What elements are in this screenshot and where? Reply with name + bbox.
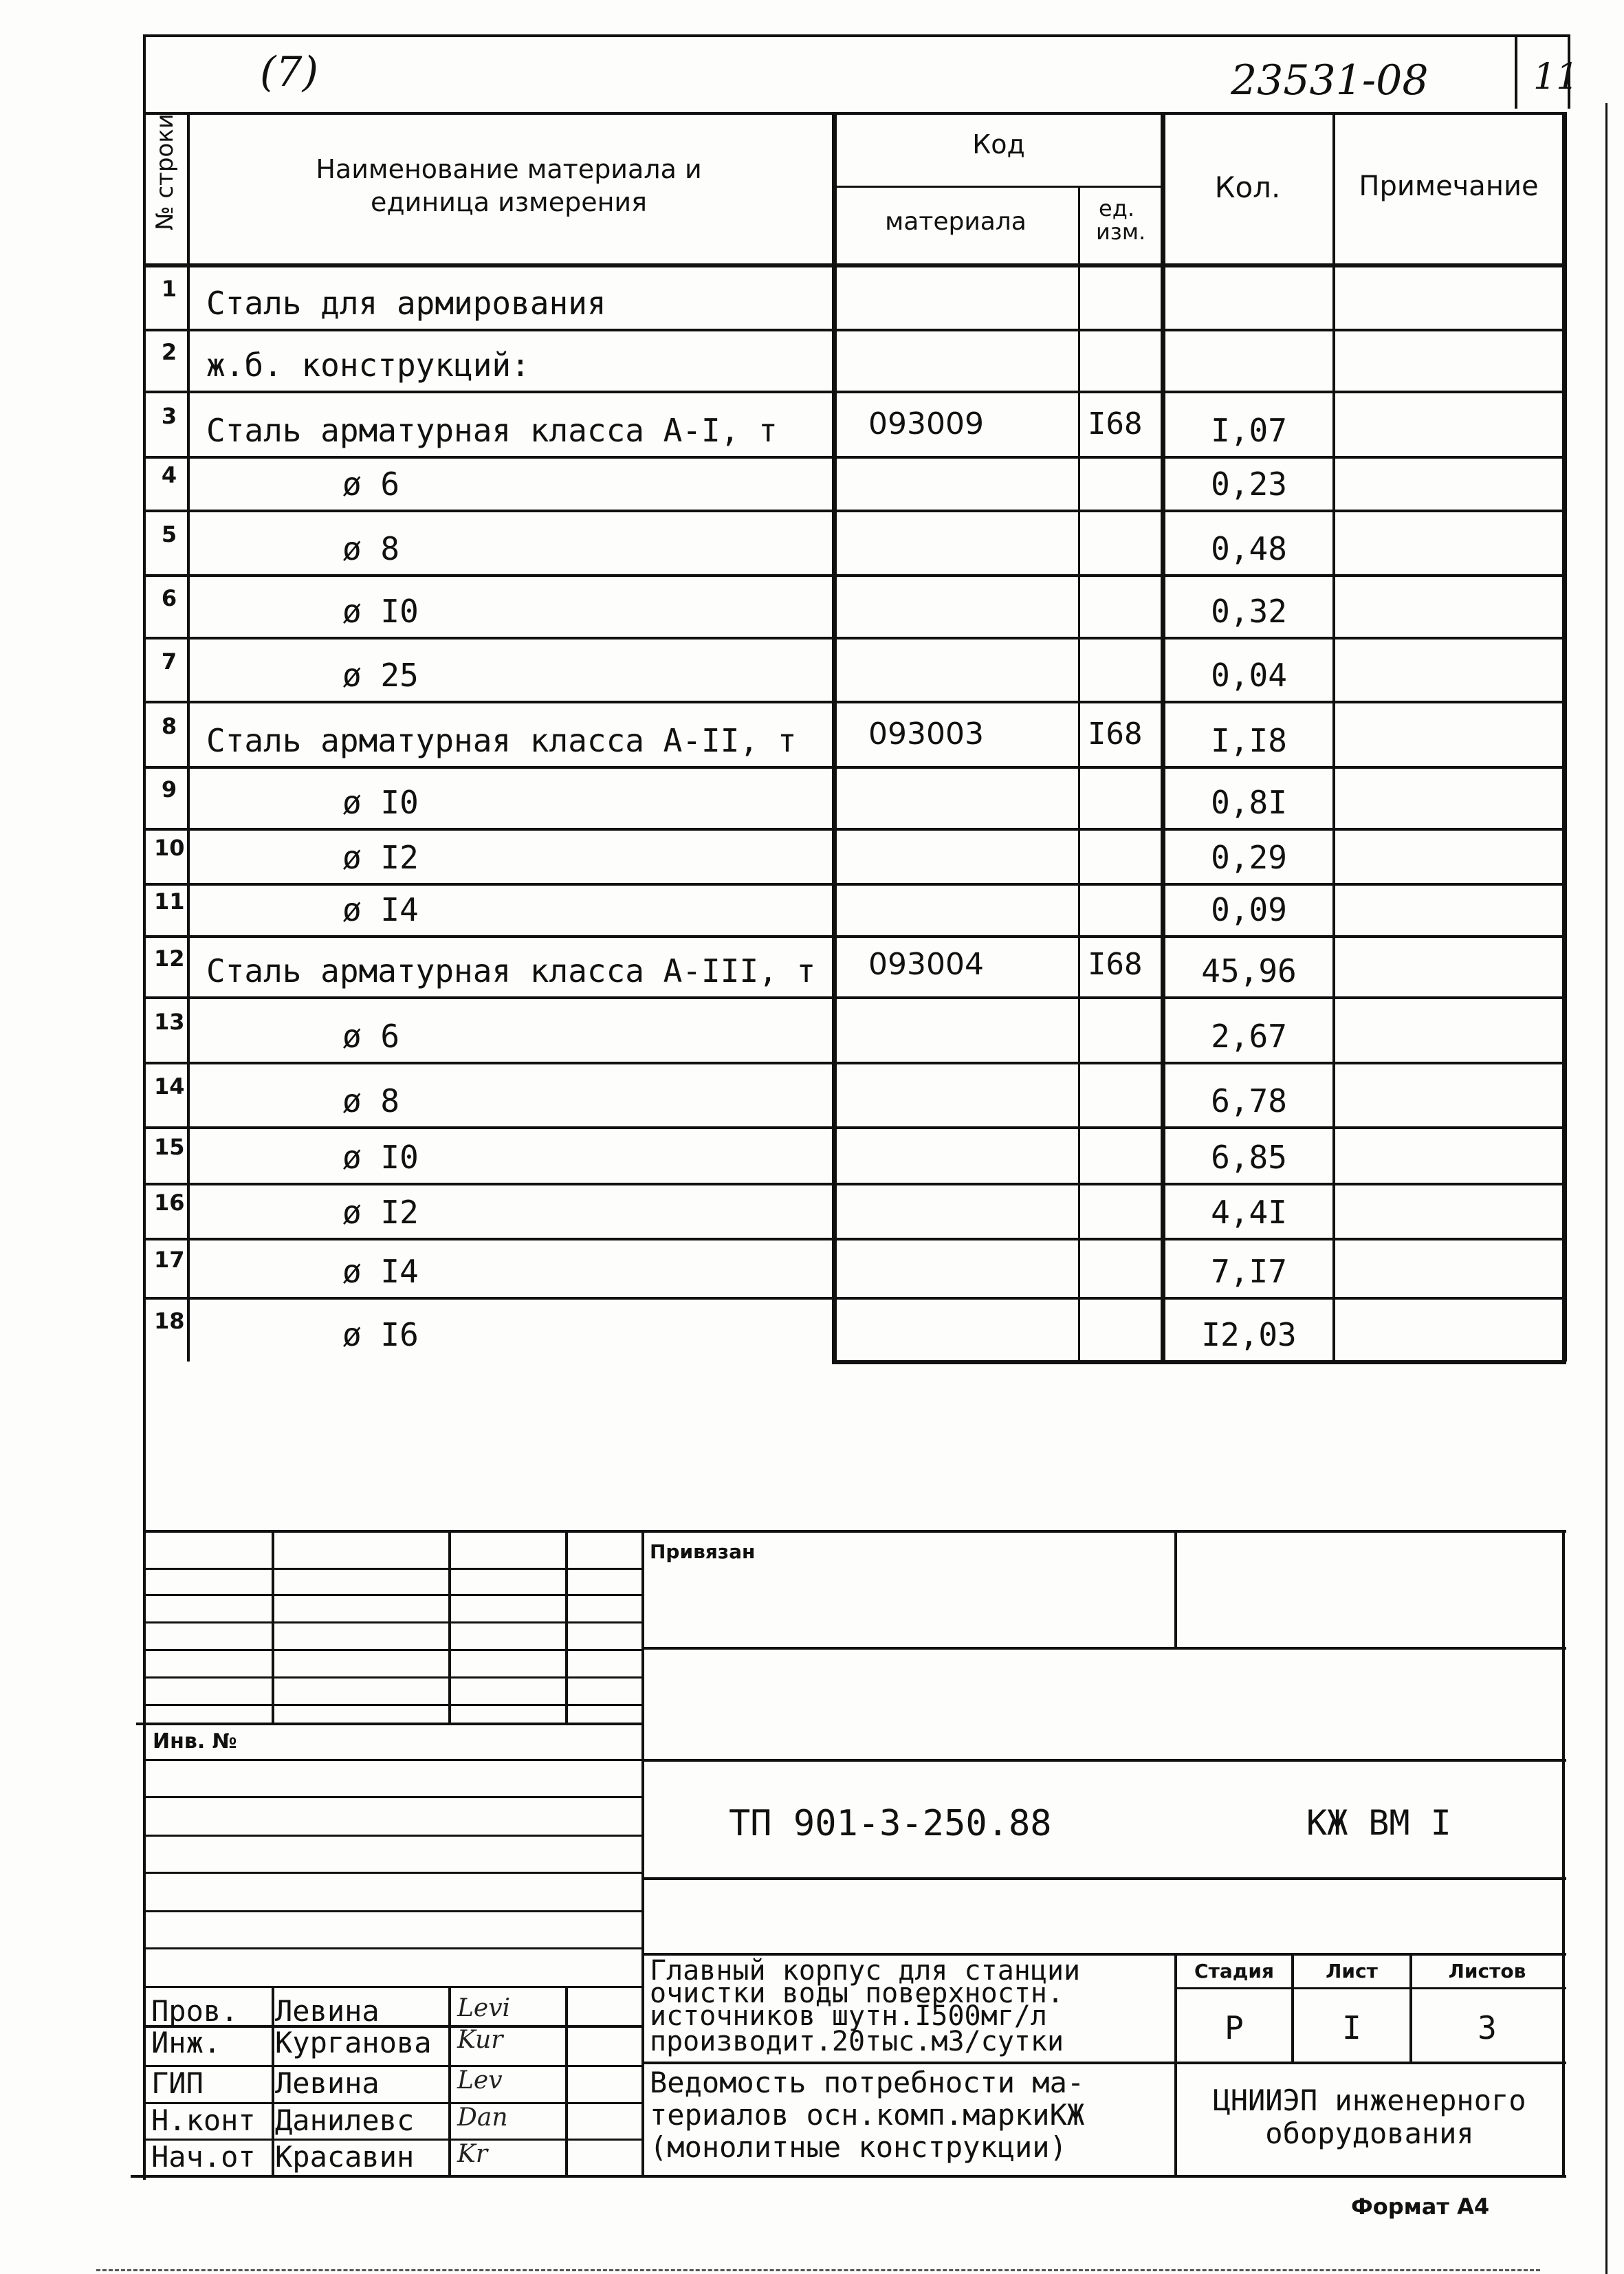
material-name: ø 25 xyxy=(342,657,419,694)
material-name: ø I0 xyxy=(342,593,419,630)
table-row xyxy=(143,1183,1566,1238)
sheets-label: Листов xyxy=(1448,1960,1526,1982)
quantity: 0,23 xyxy=(1211,466,1287,503)
sheet-number-box-right xyxy=(1568,34,1570,109)
code-sub-line xyxy=(833,186,1162,188)
row-number: 13 xyxy=(154,1008,185,1035)
row-number: 7 xyxy=(161,648,177,675)
row-number: 4 xyxy=(161,462,177,488)
quantity: 0,29 xyxy=(1211,839,1287,876)
material-name: ø I2 xyxy=(342,1194,419,1231)
grid-line xyxy=(143,1947,641,1949)
table-row xyxy=(143,1238,1566,1297)
material-name: ø I6 xyxy=(342,1316,419,1353)
header-material-name: Наименование материала и единица измерения xyxy=(316,154,702,217)
document-name-line2: териалов осн.комп.маркиКЖ xyxy=(650,2098,1085,2132)
table-row xyxy=(143,1126,1566,1183)
drawing-mark: КЖ ВМ I xyxy=(1306,1803,1451,1843)
row-number: 15 xyxy=(154,1134,185,1160)
signature: Kr xyxy=(457,2140,488,2168)
table-row xyxy=(143,637,1566,701)
signature: Lev xyxy=(457,2066,503,2095)
row-number: 8 xyxy=(161,712,177,739)
table-row xyxy=(143,456,1566,510)
table-row xyxy=(143,996,1566,1062)
quantity: I,07 xyxy=(1211,412,1287,449)
project-code: ТП 901-3-250.88 xyxy=(729,1803,1052,1844)
signer-role: Нач.от xyxy=(151,2140,256,2174)
sheets-value: 3 xyxy=(1478,2009,1497,2046)
row-number: 5 xyxy=(161,521,177,547)
table-row xyxy=(143,510,1566,574)
tb-line xyxy=(641,1877,1566,1880)
scan-edge-line xyxy=(96,2269,1540,2271)
material-name: ø 6 xyxy=(342,1018,400,1055)
row-number: 17 xyxy=(154,1247,185,1273)
quantity: 0,09 xyxy=(1211,891,1287,928)
table-row xyxy=(143,1062,1566,1126)
quantity: 0,32 xyxy=(1211,593,1287,630)
header-note: Примечание xyxy=(1359,171,1539,202)
organization-line2: оборудования xyxy=(1265,2117,1474,2150)
header-code-unit: ед. изм. xyxy=(1096,195,1146,245)
quantity: 6,78 xyxy=(1211,1082,1287,1119)
grid-line xyxy=(143,1835,641,1837)
material-code: 093004 xyxy=(868,947,984,982)
table-row xyxy=(143,935,1566,996)
table-row xyxy=(143,701,1566,766)
signature: Kur xyxy=(457,2026,503,2054)
signer-role: Пров. xyxy=(151,1994,239,2028)
material-name: ø I4 xyxy=(342,1253,419,1290)
row-number: 6 xyxy=(161,584,177,611)
unit-code: I68 xyxy=(1088,947,1143,982)
right-frame-line xyxy=(1605,103,1607,2274)
grid-vline xyxy=(565,1530,568,1723)
signer-role: Инж. xyxy=(151,2026,221,2059)
table-bottom-line xyxy=(832,1360,1566,1364)
table-row xyxy=(143,329,1566,391)
stage-header-line xyxy=(1174,1987,1566,1989)
signature: Dan xyxy=(457,2103,508,2132)
table-row xyxy=(143,1297,1566,1360)
signer-role: Н.конт xyxy=(151,2103,256,2137)
grid-line xyxy=(143,1910,641,1912)
quantity: 4,4I xyxy=(1211,1194,1287,1231)
tb-top-line xyxy=(143,1530,1566,1533)
quantity: 2,67 xyxy=(1211,1018,1287,1055)
document-name-line3: (монолитные конструкции) xyxy=(650,2130,1067,2164)
object-name-line2: очистки воды поверхностн. xyxy=(650,1978,1064,2009)
row-number: 9 xyxy=(161,776,177,802)
header-row-number: № строки xyxy=(151,113,179,230)
signer-name: Данилевс xyxy=(275,2103,415,2137)
object-name-line1: Главный корпус для станции xyxy=(650,1955,1081,1987)
tb-line xyxy=(641,1759,1566,1762)
quantity: 6,85 xyxy=(1211,1139,1287,1176)
sheet-number-box-left xyxy=(1515,34,1517,109)
unit-code: I68 xyxy=(1088,406,1143,441)
quantity: 0,8I xyxy=(1211,784,1287,821)
header-quantity: Кол. xyxy=(1214,171,1281,204)
table-row xyxy=(143,574,1566,637)
grid-line xyxy=(143,1872,641,1874)
table-top-line xyxy=(143,112,1566,115)
signer-name: Курганова xyxy=(275,2026,432,2059)
object-name-line3: источников шутн.I500мг/л xyxy=(650,2000,1047,2032)
signer-name: Красавин xyxy=(275,2140,415,2174)
grid-vline xyxy=(272,1530,274,1723)
material-name: Сталь арматурная класса А-I, т xyxy=(206,412,778,449)
row-number: 2 xyxy=(161,339,177,365)
row-number: 3 xyxy=(161,402,177,429)
unit-code: I68 xyxy=(1088,717,1143,752)
stage-value: Р xyxy=(1225,2009,1244,2046)
quantity: I2,03 xyxy=(1201,1316,1297,1353)
grid-vline xyxy=(565,1986,568,2175)
grid-vline xyxy=(448,1530,451,1723)
signer-name: Левина xyxy=(275,2066,380,2100)
top-frame-line xyxy=(143,34,1570,37)
material-name: ø 6 xyxy=(342,466,400,503)
header-code-material: материала xyxy=(885,208,1027,236)
row-number: 1 xyxy=(161,275,177,302)
material-name: ø I0 xyxy=(342,784,419,821)
material-code: 093003 xyxy=(868,717,984,752)
material-name: ø I4 xyxy=(342,891,419,928)
material-name: Сталь арматурная класса А-III, т xyxy=(206,952,816,990)
tb-line xyxy=(641,2062,1566,2064)
signature: Levi xyxy=(457,1994,511,2022)
grid-vline xyxy=(448,1986,451,2175)
material-code: 093009 xyxy=(868,406,984,441)
page-mark: (7) xyxy=(260,48,318,96)
row-number: 16 xyxy=(154,1190,185,1216)
grid-line xyxy=(143,1796,641,1798)
row-number: 14 xyxy=(154,1073,185,1100)
table-row xyxy=(143,828,1566,883)
material-name: ø 8 xyxy=(342,1082,400,1119)
grid-vline xyxy=(272,1986,274,2175)
quantity: 0,48 xyxy=(1211,530,1287,567)
bound-vline xyxy=(1174,1530,1177,1647)
material-name: ø I0 xyxy=(342,1139,419,1176)
grid-line xyxy=(143,1759,641,1761)
material-name: Сталь арматурная класса А-II, т xyxy=(206,722,797,759)
material-name: ж.б. конструкций: xyxy=(206,347,530,384)
sheet-label: Лист xyxy=(1326,1960,1378,1982)
row-number: 18 xyxy=(154,1308,185,1334)
table-row xyxy=(143,766,1566,828)
object-name-line4: производит.20тыс.м3/сутки xyxy=(650,2026,1064,2057)
archive-number: 23531-08 xyxy=(1231,56,1429,105)
tb-line xyxy=(641,1647,1566,1650)
header-code: Код xyxy=(972,129,1025,160)
sheet-number: 11 xyxy=(1533,56,1579,98)
material-name: ø I2 xyxy=(342,839,419,876)
table-row xyxy=(143,391,1566,456)
format-label: Формат А4 xyxy=(1351,2194,1490,2220)
row-number: 10 xyxy=(154,835,185,861)
sheet-value: I xyxy=(1342,2009,1361,2046)
material-name: ø 8 xyxy=(342,530,400,567)
quantity: 0,04 xyxy=(1211,657,1287,694)
inv-label: Инв. № xyxy=(153,1729,237,1753)
quantity: 7,I7 xyxy=(1211,1253,1287,1290)
organization-line1: ЦНИИЭП инженерного xyxy=(1213,2084,1526,2117)
tb-bottom-line xyxy=(131,2175,1566,2178)
tb-right-vline xyxy=(1562,1530,1565,2175)
bound-label: Привязан xyxy=(650,1540,756,1563)
row-number: 11 xyxy=(154,888,185,915)
material-name: Сталь для армирования xyxy=(206,285,606,322)
quantity: I,I8 xyxy=(1211,722,1287,759)
row-number: 12 xyxy=(154,945,185,972)
stage-label: Стадия xyxy=(1194,1960,1274,1982)
quantity: 45,96 xyxy=(1201,952,1297,990)
document-name-line1: Ведомость потребности ма- xyxy=(650,2066,1085,2099)
grid-line xyxy=(136,1723,641,1725)
table-row xyxy=(143,883,1566,935)
table-row xyxy=(143,263,1566,329)
tb-main-vline xyxy=(641,1530,644,2175)
signer-role: ГИП xyxy=(151,2066,204,2100)
signer-name: Левина xyxy=(275,1994,380,2028)
